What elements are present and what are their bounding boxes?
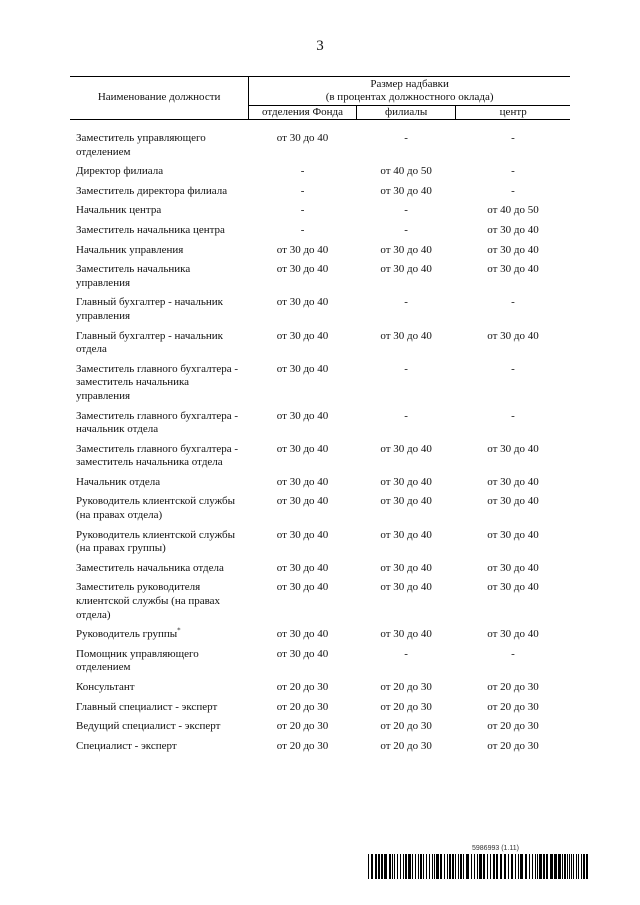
page-number: 3 bbox=[316, 38, 324, 54]
document-barcode bbox=[368, 845, 590, 879]
allowance-center-cell: от 30 до 40 bbox=[487, 581, 539, 594]
column-header-center: центр bbox=[456, 105, 570, 119]
position-name: Директор филиала bbox=[76, 165, 164, 178]
position-name-cell bbox=[70, 263, 249, 296]
allowance-fund-branch-cell: - bbox=[300, 165, 305, 178]
column-header-filial: филиалы bbox=[356, 105, 456, 119]
allowance-fund-branch-cell: от 30 до 40 bbox=[276, 628, 329, 641]
allowance-fund-branch-cell: от 30 до 40 bbox=[276, 442, 329, 455]
allowance-filial-cell: - bbox=[404, 647, 408, 660]
table-row bbox=[70, 562, 570, 582]
allowance-filial-cell: от 30 до 40 bbox=[380, 184, 432, 197]
position-name: Начальник центра bbox=[76, 204, 162, 217]
allowance-fund-branch-cell: от 30 до 40 bbox=[276, 329, 329, 342]
position-name: Начальник отдела bbox=[76, 475, 161, 488]
table-row bbox=[70, 495, 570, 528]
allowance-fund-branch-cell: от 30 до 40 bbox=[276, 561, 329, 574]
position-name: Заместитель главного бухгалтера - заместитель начальника управления bbox=[76, 362, 239, 402]
allowance-filial-cell: - bbox=[404, 223, 408, 236]
allowance-center-cell: - bbox=[511, 647, 515, 660]
table-row bbox=[70, 529, 570, 562]
allowance-center-cell: от 30 до 40 bbox=[487, 475, 539, 488]
allowance-filial-cell: от 30 до 40 bbox=[380, 263, 432, 276]
footnote-mark: * bbox=[177, 626, 181, 635]
allowance-center-cell: от 20 до 30 bbox=[487, 720, 539, 733]
allowance-center-cell: от 20 до 30 bbox=[487, 700, 539, 713]
allowance-size-header bbox=[249, 77, 570, 106]
allowance-filial-cell: - bbox=[404, 296, 408, 309]
position-name: Заместитель начальника центра bbox=[76, 223, 225, 236]
allowance-size-title: Размер надбавки bbox=[370, 77, 449, 90]
table-row bbox=[70, 476, 570, 496]
allowance-center-cell: - bbox=[511, 362, 515, 375]
allowance-filial-cell: от 30 до 40 bbox=[380, 561, 432, 574]
allowance-filial-cell: от 20 до 30 bbox=[380, 720, 432, 733]
allowance-center-cell: от 30 до 40 bbox=[487, 329, 539, 342]
table-row bbox=[70, 132, 570, 165]
table-row bbox=[70, 296, 570, 329]
position-name: Главный бухгалтер - начальник управления bbox=[76, 296, 223, 322]
allowance-fund-branch-cell: от 30 до 40 bbox=[276, 409, 329, 422]
allowance-filial-cell: от 30 до 40 bbox=[380, 243, 432, 256]
table-row bbox=[70, 720, 570, 740]
position-name: Заместитель управляющего отделением bbox=[76, 132, 206, 158]
allowance-center-cell: - bbox=[511, 409, 515, 422]
allowance-center-cell: от 30 до 40 bbox=[487, 223, 539, 236]
position-name-cell bbox=[70, 244, 249, 264]
barcode-icon bbox=[368, 854, 590, 879]
allowance-fund-branch-cell: от 30 до 40 bbox=[276, 362, 329, 375]
position-name-cell bbox=[70, 204, 249, 224]
position-name: Руководитель клиентской службы (на правах группы) bbox=[76, 528, 236, 555]
allowance-fund-branch-cell: - bbox=[300, 184, 305, 197]
allowance-filial-cell: от 20 до 30 bbox=[380, 739, 432, 752]
position-name: Начальник управления bbox=[76, 243, 184, 256]
table-row bbox=[70, 581, 570, 628]
allowance-center-cell: от 40 до 50 bbox=[487, 204, 539, 217]
allowance-filial-cell: от 30 до 40 bbox=[380, 329, 432, 342]
position-name: Главный специалист - эксперт bbox=[76, 700, 218, 713]
table-row bbox=[70, 165, 570, 185]
position-name-cell bbox=[70, 132, 249, 165]
position-name-cell bbox=[70, 628, 249, 648]
table-row bbox=[70, 648, 570, 681]
allowance-filial-cell: от 30 до 40 bbox=[380, 475, 432, 488]
allowance-fund-branch-cell: от 30 до 40 bbox=[276, 263, 329, 276]
table-row bbox=[70, 185, 570, 205]
allowance-fund-branch-cell: от 20 до 30 bbox=[276, 681, 329, 693]
position-allowance-table bbox=[70, 76, 570, 759]
allowance-fund-branch-cell: - bbox=[300, 223, 305, 236]
table-row bbox=[70, 443, 570, 476]
allowance-fund-branch-cell: от 20 до 30 bbox=[276, 720, 329, 733]
position-name-cell bbox=[70, 443, 249, 476]
position-name-cell bbox=[70, 476, 249, 496]
position-name-cell bbox=[70, 330, 249, 363]
allowance-center-cell: от 30 до 40 bbox=[487, 442, 539, 455]
allowance-center-cell: от 30 до 40 bbox=[487, 628, 539, 641]
position-name: Главный бухгалтер - начальник отдела bbox=[76, 329, 223, 356]
allowance-fund-branch-cell: от 20 до 30 bbox=[276, 739, 329, 752]
allowance-fund-branch-cell: от 30 до 40 bbox=[276, 475, 329, 488]
allowance-filial-cell: - bbox=[404, 362, 408, 375]
position-name-cell bbox=[70, 720, 249, 740]
allowance-filial-cell: - bbox=[404, 132, 408, 144]
table-row bbox=[70, 263, 570, 296]
position-name-cell bbox=[70, 224, 249, 244]
position-name: Заместитель директора филиала bbox=[76, 184, 228, 197]
allowance-filial-cell: от 40 до 50 bbox=[380, 165, 432, 178]
table-row bbox=[70, 330, 570, 363]
position-name: Заместитель главного бухгалтера - заместитель начальника отдела bbox=[76, 442, 239, 469]
allowance-filial-cell: от 30 до 40 bbox=[380, 581, 432, 594]
position-name: Консультант bbox=[76, 681, 135, 693]
position-name-cell bbox=[70, 296, 249, 329]
position-name-cell bbox=[70, 410, 249, 443]
allowance-fund-branch-cell: от 30 до 40 bbox=[276, 581, 329, 594]
allowance-filial-cell: от 20 до 30 bbox=[380, 700, 432, 713]
allowance-center-cell: от 20 до 30 bbox=[487, 739, 539, 752]
allowance-center-cell: - bbox=[511, 184, 515, 197]
allowance-fund-branch-cell: от 30 до 40 bbox=[276, 647, 329, 660]
allowance-filial-cell: от 30 до 40 bbox=[380, 442, 432, 455]
position-name: Заместитель главного бухгалтера - начальник отдела bbox=[76, 409, 239, 436]
allowance-size-subtitle: (в процентах должностного оклада) bbox=[325, 90, 494, 103]
allowance-fund-branch-cell: от 30 до 40 bbox=[276, 528, 329, 541]
allowance-fund-branch-cell: от 30 до 40 bbox=[276, 296, 329, 309]
position-name-cell bbox=[70, 562, 249, 582]
position-name-cell bbox=[70, 495, 249, 528]
table-row bbox=[70, 701, 570, 721]
table-row bbox=[70, 363, 570, 410]
allowance-center-cell: от 20 до 30 bbox=[487, 681, 539, 693]
allowance-center-cell: - bbox=[511, 165, 515, 178]
position-name-cell bbox=[70, 363, 249, 410]
table-row bbox=[70, 681, 570, 701]
allowance-fund-branch-cell: от 30 до 40 bbox=[276, 495, 329, 508]
position-name-cell bbox=[70, 740, 249, 760]
position-name: Заместитель начальника управления bbox=[76, 263, 191, 289]
barcode-label: 5986993 (1.11) bbox=[472, 845, 519, 852]
position-name-cell bbox=[70, 165, 249, 185]
position-name: Помощник управляющего отделением bbox=[76, 647, 199, 674]
position-name-cell bbox=[70, 701, 249, 721]
table-row bbox=[70, 204, 570, 224]
position-name-cell bbox=[70, 681, 249, 701]
position-name: Руководитель группы bbox=[76, 628, 178, 641]
allowance-filial-cell: от 30 до 40 bbox=[380, 495, 432, 508]
allowance-filial-cell: от 20 до 30 bbox=[380, 681, 432, 693]
column-header-fund-branch: отделения Фонда bbox=[249, 105, 357, 119]
allowance-center-cell: - bbox=[511, 132, 515, 144]
allowance-center-cell: от 30 до 40 bbox=[487, 561, 539, 574]
position-name-cell bbox=[70, 529, 249, 562]
position-name: Заместитель руководителя клиентской службы (на правах отдела) bbox=[76, 581, 221, 621]
allowance-filial-cell: от 30 до 40 bbox=[380, 628, 432, 641]
allowance-filial-cell: от 30 до 40 bbox=[380, 528, 432, 541]
table-row bbox=[70, 410, 570, 443]
table-body bbox=[70, 120, 570, 760]
allowance-fund-branch-cell: от 20 до 30 bbox=[276, 700, 329, 713]
position-name-header: Наименование должности bbox=[70, 77, 249, 120]
allowance-fund-branch-cell: от 30 до 40 bbox=[276, 132, 329, 144]
position-name: Руководитель клиентской службы (на правах отдела) bbox=[76, 495, 236, 522]
allowance-center-cell: от 30 до 40 bbox=[487, 495, 539, 508]
table-row bbox=[70, 244, 570, 264]
allowance-filial-cell: - bbox=[404, 204, 408, 217]
table-row bbox=[70, 224, 570, 244]
allowance-center-cell: от 30 до 40 bbox=[487, 528, 539, 541]
allowance-center-cell: - bbox=[511, 296, 515, 309]
allowance-center-cell: от 30 до 40 bbox=[487, 263, 539, 276]
allowance-fund-branch-cell: - bbox=[300, 204, 305, 217]
allowance-fund-branch-cell: от 30 до 40 bbox=[276, 243, 329, 256]
position-name-cell bbox=[70, 581, 249, 628]
allowance-center-cell: от 30 до 40 bbox=[487, 243, 539, 256]
position-name: Ведущий специалист - эксперт bbox=[76, 720, 221, 733]
position-name-cell bbox=[70, 185, 249, 205]
position-name: Специалист - эксперт bbox=[76, 739, 177, 752]
table-row bbox=[70, 628, 570, 648]
position-name: Заместитель начальника отдела bbox=[76, 561, 224, 574]
allowance-filial-cell: - bbox=[404, 409, 408, 422]
position-name-cell bbox=[70, 648, 249, 681]
table-row bbox=[70, 740, 570, 760]
